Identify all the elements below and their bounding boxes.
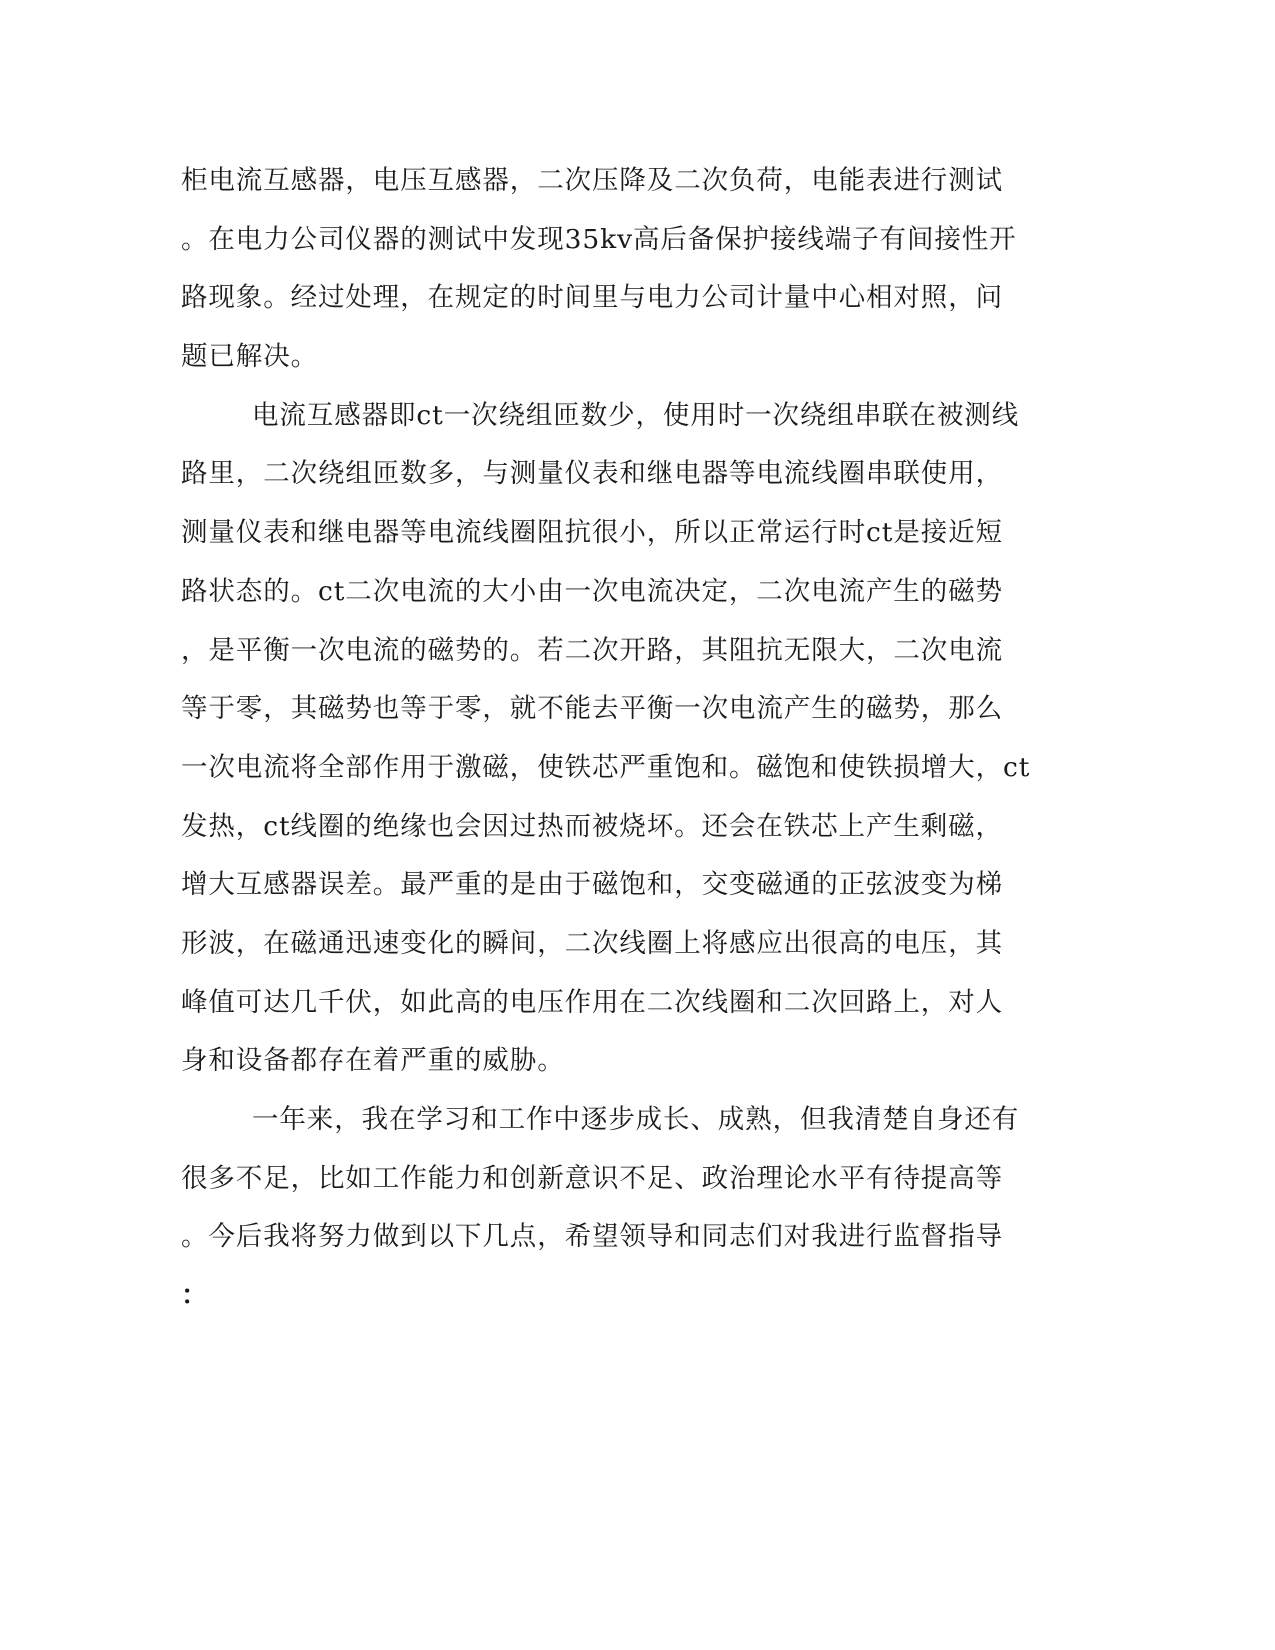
paragraph-line: 形波，在磁通迅速变化的瞬间，二次线圈上将感应出很高的电压，其 xyxy=(181,927,1003,959)
paragraph-1 xyxy=(181,160,1041,395)
paragraph-line: 发热，ct线圈的绝缘也会因过热而被烧坏。还会在铁芯上产生剩磁， xyxy=(181,810,1003,842)
paragraph-line: 很多不足，比如工作能力和创新意识不足、政治理论水平有待提高等 xyxy=(181,1162,1003,1194)
paragraph-line: 路状态的。ct二次电流的大小由一次电流决定，二次电流产生的磁势 xyxy=(181,575,1003,607)
paragraph-3 xyxy=(181,1099,1041,1334)
paragraph-line: 。今后我将努力做到以下几点，希望领导和同志们对我进行监督指导 xyxy=(181,1221,1003,1253)
paragraph-line: 题已解决。 xyxy=(181,341,318,373)
paragraph-line: 测量仪表和继电器等电流线圈阻抗很小，所以正常运行时ct是接近短 xyxy=(181,517,1003,549)
paragraph-line: 等于零，其磁势也等于零，就不能去平衡一次电流产生的磁势，那么 xyxy=(181,693,1003,725)
document-body xyxy=(181,160,1041,1334)
paragraph-line: 路里，二次绕组匝数多，与测量仪表和继电器等电流线圈串联使用， xyxy=(181,458,1003,490)
paragraph-line: ，是平衡一次电流的磁势的。若二次开路，其阻抗无限大，二次电流 xyxy=(181,634,1003,666)
paragraph-line: 一次电流将全部作用于激磁，使铁芯严重饱和。磁饱和使铁损增大，ct xyxy=(181,751,1031,783)
paragraph-line: 峰值可达几千伏，如此高的电压作用在二次线圈和二次回路上，对人 xyxy=(181,986,1003,1018)
paragraph-line: 增大互感器误差。最严重的是由于磁饱和，交变磁通的正弦波变为梯 xyxy=(181,869,1003,901)
paragraph-line: 一年来，我在学习和工作中逐步成长、成熟，但我清楚自身还有 xyxy=(252,1104,1020,1135)
paragraph-line: 柜电流互感器，电压互感器，二次压降及二次负荷，电能表进行测试 xyxy=(181,165,1003,196)
paragraph-line: 路现象。经过处理，在规定的时间里与电力公司计量中心相对照，问 xyxy=(181,282,1003,314)
paragraph-line: 电流互感器即ct一次绕组匝数少，使用时一次绕组串联在被测线 xyxy=(252,399,1020,431)
paragraph-line: 身和设备都存在着严重的威胁。 xyxy=(181,1045,565,1077)
paragraph-2 xyxy=(181,395,1041,1099)
paragraph-line: ： xyxy=(181,1280,209,1312)
paragraph-line: 。在电力公司仪器的测试中发现35kv高后备保护接线端子有间接性开 xyxy=(181,223,1017,255)
